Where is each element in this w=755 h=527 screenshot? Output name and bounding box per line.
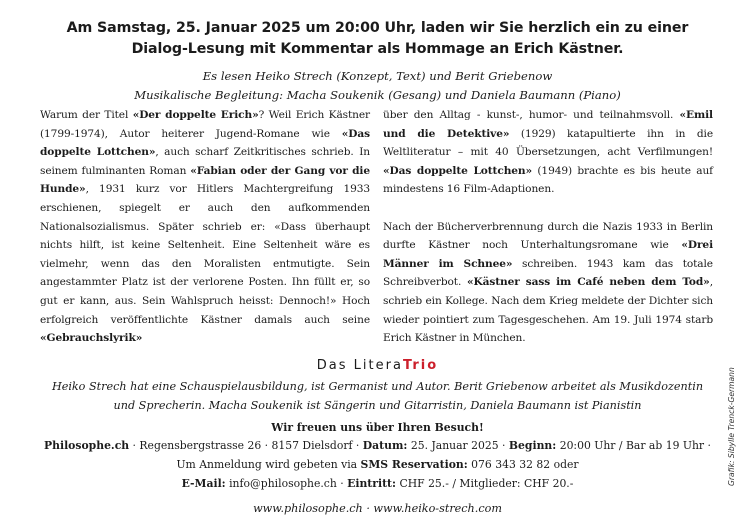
title-emil: «Emil und die Detektive»: [383, 109, 713, 140]
text-run: ? Weil Erich Kästner (1799-1974), Autor heiterer Jugend-Romane wie: [40, 109, 371, 140]
venue-address: · Regensbergstrasse 26 · 8157 Dielsdorf ·: [129, 439, 363, 452]
text-run: Nach der Bücherverbrennung durch die Nazis 1933 in Berlin durfte Kästner noch Unterhaltungsromane wie: [383, 220, 713, 252]
text-run: (1949) brachte es bis heute auf mindestens 16 Film-Adaptionen.: [383, 164, 713, 196]
headline-line-1: Am Samstag, 25. Januar 2025 um 20:00 Uhr, laden wir Sie herzlich ein zu einer: [66, 20, 689, 36]
title-doppelte-lottchen: «Das doppelte Lottchen»: [383, 164, 533, 177]
sms-label: SMS Reservation:: [360, 458, 468, 471]
title-fabian: «Fabian oder der Gang vor die Hunde»: [40, 164, 370, 196]
entry-label: Eintritt:: [347, 477, 397, 490]
performers-bio: Heiko Strech hat eine Schauspielausbildung, ist Germanist und Autor. Berit Griebenow arbeitet als Musikdozentin und Sprecherin. Macha Soukenik ist Sängerin und Gitarristin, Daniela Baumann ist Pianistin: [51, 380, 704, 412]
text-run: , schrieb ein Kollege. Nach dem Krieg meldete der Dichter sich wieder pointiert zum Tagesgeschehen. Am 19. Juli 1974 starb Erich Kästner in München.: [383, 276, 713, 345]
text-run: , 1931 kurz vor Hitlers Machtergreifung 1933 erschienen, spiegelt er auch den aufkommenden Nationalsozialismus. Später schrieb er: «Dass überhaupt nichts hilft, ist keine Seltenheit. Eine Seltenheit wäre es vielmehr, wenn das den Moralisten entmutigte. Sein angestammter Platz ist der verlorene Posten. Ihn füllt er, so gut er kann, aus. Sein Wahlspruch heisst: Dennoch!» Hoch erfolgreich veröffentlichte Kästner damals auch seine: [40, 183, 370, 326]
event-info: [40, 436, 715, 493]
logo-part-trio: Trio: [402, 358, 439, 373]
left-paragraph: [40, 106, 370, 348]
music-line: Musikalische Begleitung: Macha Soukenik (Gesang) und Daniela Baumann (Piano): [134, 88, 621, 102]
start-value: 20:00 Uhr / Bar ab 19 Uhr · Um Anmeldung wird gebeten via: [176, 439, 711, 471]
readers-line: Es lesen Heiko Strech (Konzept, Text) und Berit Griebenow: [202, 69, 553, 83]
sms-value: 076 343 32 82 oder: [467, 458, 579, 471]
title-double-erich: «Der doppelte Erich»: [132, 109, 259, 121]
logo-part-litera: Das Litera: [316, 358, 403, 373]
date-label: Datum:: [362, 439, 408, 452]
text-run: Warum der Titel: [40, 109, 133, 121]
date-value: 25. Januar 2025 ·: [407, 439, 509, 452]
literatrio-logo: [0, 356, 755, 376]
graphic-credit: Grafik: Sibylle Trenck-Germann: [727, 367, 736, 486]
welcome-line: Wir freuen uns über Ihren Besuch!: [271, 421, 484, 434]
right-text-column: [383, 106, 713, 348]
email-value: info@philosophe.ch ·: [225, 477, 348, 490]
headline-line-2: Dialog-Lesung mit Kommentar als Hommage an Erich Kästner.: [131, 41, 624, 57]
venue-name: Philosophe.ch: [44, 439, 130, 452]
right-paragraph-1: [383, 106, 713, 199]
left-text-column: [40, 106, 370, 348]
start-label: Beginn:: [508, 439, 557, 452]
title-doppelte-lottchen: «Das doppelte Lottchen»: [40, 127, 370, 159]
text-run: schreiben. 1943 kam das totale Schreibverbot.: [383, 257, 713, 289]
text-run: , auch scharf Zeitkritisches schrieb. In seinem fulminanten Roman: [40, 146, 371, 177]
performers-subline: [0, 67, 755, 105]
email-label: E-Mail:: [181, 477, 226, 490]
text-run: (1929) katapultierte ihn in die Weltliteratur – mit 40 Übersetzungen, acht Verfilmungen!: [383, 127, 713, 159]
entry-value: CHF 25.- / Mitglieder: CHF 20.-: [396, 477, 574, 490]
event-headline: [0, 18, 755, 60]
title-gebrauchslyrik: «Gebrauchslyrik»: [40, 332, 143, 345]
quote-kaestner-cafe: «Kästner sass im Café neben dem Tod»: [466, 276, 710, 289]
right-paragraph-2: [383, 218, 713, 348]
website-links: www.philosophe.ch · www.heiko-strech.com: [253, 502, 502, 515]
title-drei-maenner: «Drei Männer im Schnee»: [383, 239, 713, 270]
text-run: über den Alltag - kunst-, humor- und teilnahmsvoll.: [383, 109, 680, 121]
